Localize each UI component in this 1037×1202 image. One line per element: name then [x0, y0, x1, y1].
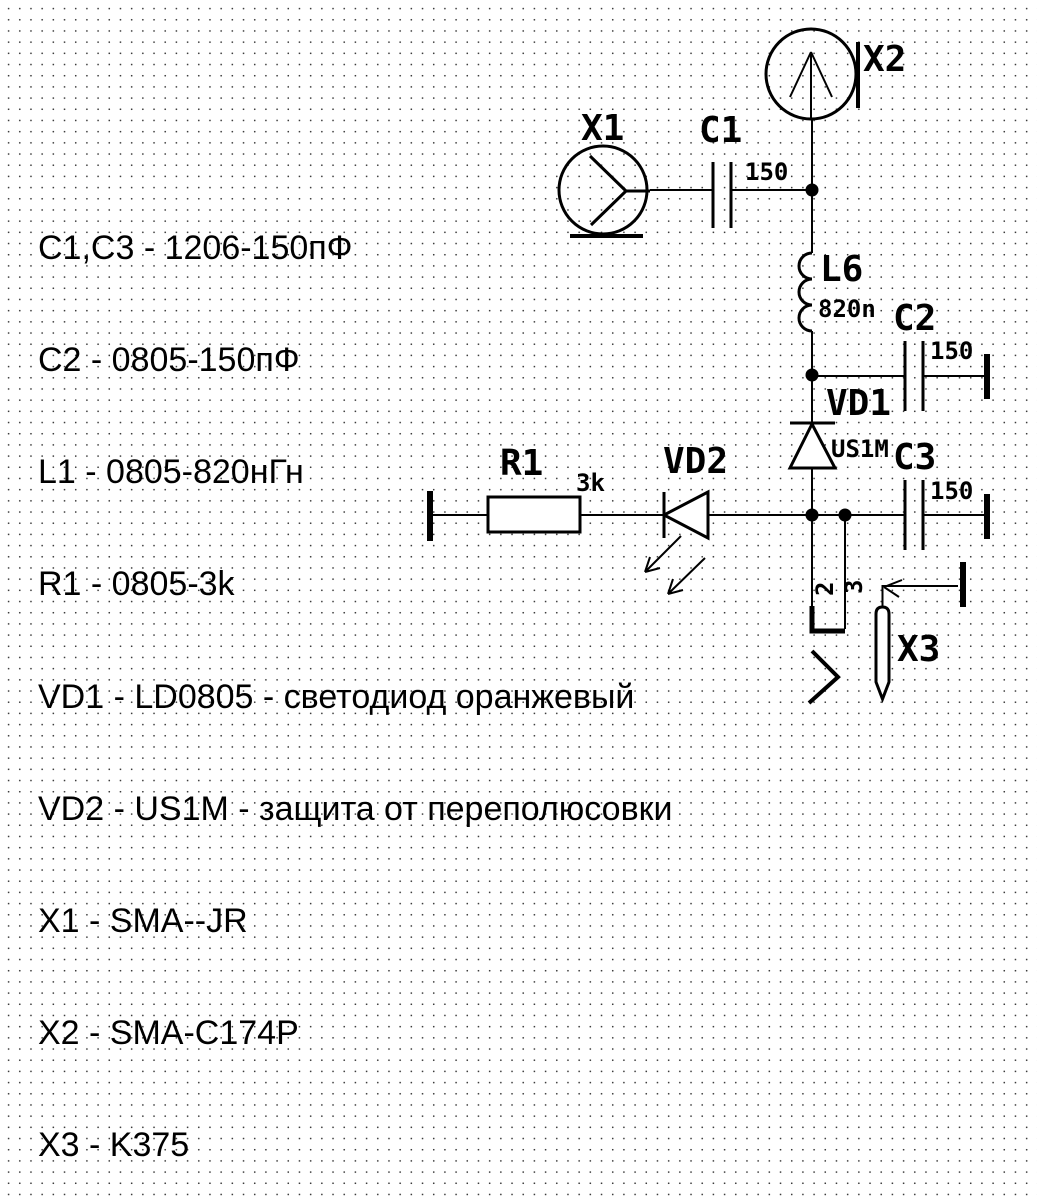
capacitor-c2 [893, 298, 987, 411]
diode-vd1 [790, 383, 891, 468]
legend-line-c1c3: C1,C3 - 1206-150пФ [38, 228, 353, 267]
inductor-l6 [799, 249, 876, 331]
c2-plates-icon [905, 341, 923, 411]
junction-dot-low-left [806, 509, 819, 522]
capacitor-c1 [699, 110, 788, 228]
c2-label: C2 [893, 298, 937, 339]
x3-label: X3 [897, 629, 941, 670]
x3-center-pin-icon [876, 607, 889, 699]
legend-line-r1: R1 - 0805-3k [38, 565, 235, 604]
wires [431, 119, 985, 629]
legend-line-c2: C2 - 0805-150пФ [38, 341, 300, 380]
legend-line-vd2: VD2 - US1M - защита от переполюсовки [38, 789, 673, 828]
connector-x3 [809, 562, 963, 703]
x3-pin2-number: 2 [811, 581, 839, 596]
c3-value: 150 [930, 477, 974, 505]
vd2-triangle-icon [664, 492, 708, 538]
x3-sleeve-bracket [812, 606, 845, 631]
junction-dot-top [806, 184, 819, 197]
vd1-triangle-icon [790, 424, 835, 468]
c1-value: 150 [745, 158, 789, 186]
r1-label: R1 [500, 443, 544, 484]
l6-value: 820n [818, 295, 876, 323]
legend-line-l1: L1 - 0805-820нГн [38, 453, 304, 492]
legend-line-x1: X1 - SMA--JR [38, 902, 248, 941]
wire-x3-pin1 [883, 586, 959, 607]
r1-body-icon [488, 497, 580, 532]
r1-value: 3k [576, 469, 605, 497]
vd1-value: US1M [831, 435, 889, 463]
legend-line-x2: X2 - SMA-C174P [38, 1014, 299, 1053]
c2-value: 150 [930, 337, 974, 365]
resistor-r1 [430, 443, 605, 541]
x1-label: X1 [581, 108, 625, 149]
connector-x2 [766, 29, 906, 119]
vd2-light-arrow-1-icon [645, 536, 681, 572]
vd1-label: VD1 [826, 383, 892, 424]
legend-line-vd1: VD1 - LD0805 - светодиод оранжевый [38, 677, 635, 716]
capacitor-c3 [893, 437, 987, 550]
c1-label: C1 [699, 110, 743, 151]
c1-plates-icon [713, 162, 731, 228]
c3-plates-icon [905, 480, 923, 550]
l6-label: L6 [820, 249, 864, 290]
x3-pin-arrow-icon [884, 580, 902, 597]
connector-x1 [559, 108, 650, 236]
c3-label: C3 [893, 437, 937, 478]
led-vd2 [645, 441, 728, 594]
vd2-label: VD2 [663, 441, 729, 482]
vd2-light-arrow-2-icon [668, 558, 705, 594]
junction-dot-mid [806, 369, 819, 382]
junction-dot-low-right [839, 509, 852, 522]
x3-pin3-number: 3 [840, 579, 868, 594]
x3-switch-contact-icon [809, 651, 838, 703]
legend-line-x3: X3 - K375 [38, 1126, 190, 1165]
x2-label: X2 [863, 39, 907, 80]
l6-coil-icon [799, 253, 812, 331]
